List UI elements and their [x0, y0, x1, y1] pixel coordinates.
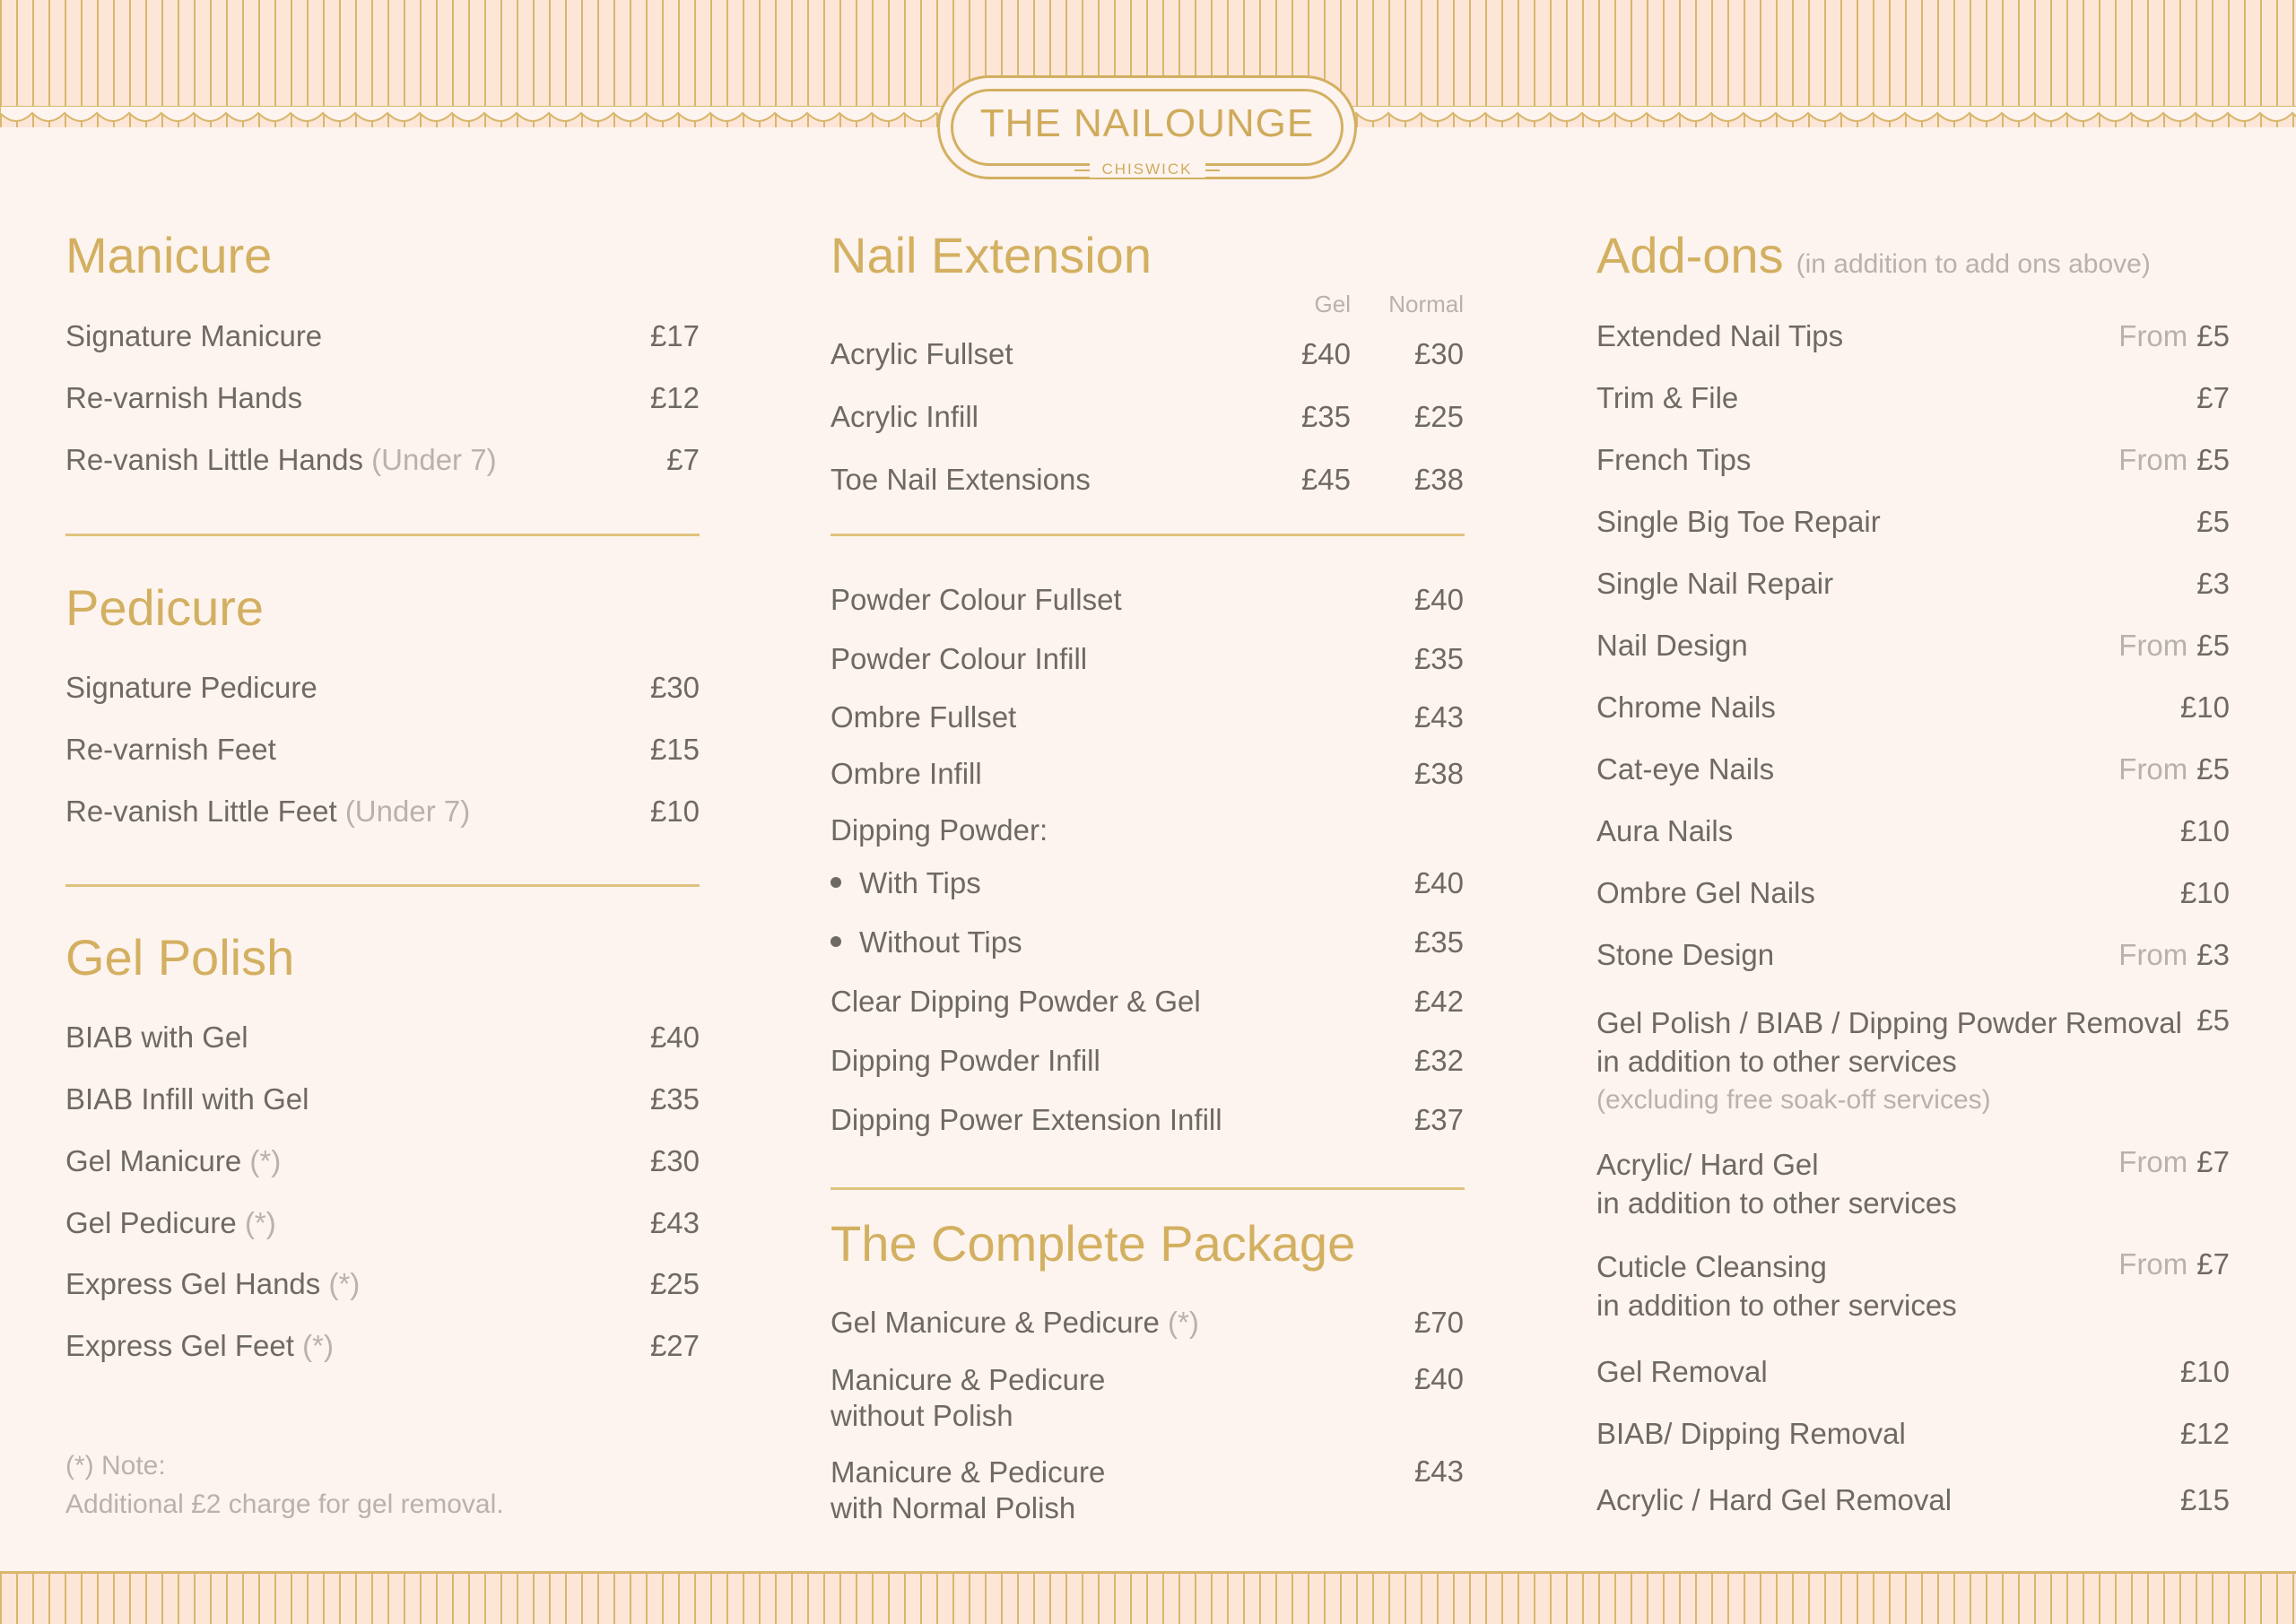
extension-gel-price: £45 — [1300, 463, 1351, 496]
gel-polish-item: Express Gel Feet (*) — [65, 1329, 334, 1362]
footnote-text: Additional £2 charge for gel removal. — [65, 1489, 504, 1519]
dipping-powder-label: Dipping Powder: — [831, 813, 1048, 847]
extension-normal-price: £25 — [1413, 400, 1464, 433]
addon-item: Single Big Toe Repair — [1596, 505, 1881, 538]
extension-item: Acrylic Infill — [831, 400, 979, 433]
brand-logo — [937, 75, 1357, 179]
col-header-normal: Normal — [1388, 291, 1464, 317]
addon-item: French Tips — [1596, 443, 1752, 476]
removal-item: BIAB/ Dipping Removal — [1596, 1417, 1906, 1450]
powder-price: £38 — [1413, 757, 1464, 790]
extension-extra-item: Dipping Powder Infill — [831, 1044, 1100, 1077]
manicure-heading: Manicure — [65, 227, 273, 283]
extension-gel-price: £40 — [1300, 337, 1351, 370]
addon-price: £10 — [2179, 690, 2230, 724]
addon-item: Nail Design — [1596, 629, 1748, 662]
section-divider — [831, 1187, 1465, 1190]
manicure-price: £7 — [666, 443, 700, 476]
addon-price: From £3 — [2118, 938, 2230, 971]
powder-price: £40 — [1413, 583, 1464, 616]
addon-item: Extended Nail Tips — [1596, 319, 1844, 352]
addon-item: Single Nail Repair — [1596, 567, 1834, 600]
powder-price: £35 — [1413, 642, 1464, 675]
gel-polish-price: £30 — [649, 1144, 700, 1177]
gel-polish-price: £35 — [649, 1082, 700, 1116]
powder-item: Powder Colour Fullset — [831, 583, 1122, 616]
addon-price: From £5 — [2118, 443, 2230, 476]
gel-polish-price: £40 — [649, 1020, 700, 1054]
section-divider — [65, 884, 700, 887]
manicure-price: £17 — [649, 319, 700, 352]
powder-item: Ombre Infill — [831, 757, 982, 790]
extension-normal-price: £30 — [1413, 337, 1464, 370]
pedicure-item: Signature Pedicure — [65, 671, 317, 704]
package-price: £70 — [1413, 1306, 1464, 1339]
extension-extra-price: £37 — [1413, 1103, 1464, 1136]
pedicure-heading: Pedicure — [65, 579, 265, 636]
addon-item: Aura Nails — [1596, 814, 1734, 847]
logo-title: THE NAILOUNGE — [979, 101, 1315, 145]
logo-subtitle-text: CHISWICK — [1090, 161, 1205, 178]
pedicure-price: £30 — [649, 671, 700, 704]
dipping-subitem: Without Tips — [831, 925, 1022, 960]
removal-item: Acrylic / Hard Gel Removal — [1596, 1483, 1952, 1516]
addon-price: £7 — [2196, 381, 2230, 414]
gel-polish-item: Express Gel Hands (*) — [65, 1267, 361, 1300]
gel-polish-item: BIAB Infill with Gel — [65, 1082, 309, 1116]
package-item: Gel Manicure & Pedicure (*) — [831, 1306, 1199, 1339]
addon-item: Chrome Nails — [1596, 690, 1776, 724]
addon-price: £10 — [2179, 814, 2230, 847]
removal-addon-item: Gel Polish / BIAB / Dipping Powder Removal in addition to other services (excluding free soak-off services) — [1596, 1006, 2182, 1115]
package-item: Manicure & Pedicure without Polish — [831, 1363, 1106, 1432]
dipping-subitem: With Tips — [831, 866, 981, 900]
bullet-icon — [831, 877, 841, 888]
gel-polish-price: £25 — [649, 1267, 700, 1300]
powder-item: Ombre Fullset — [831, 700, 1017, 734]
addon-item: Stone Design — [1596, 938, 1775, 971]
extension-extra-price: £42 — [1413, 985, 1464, 1018]
extension-item: Acrylic Fullset — [831, 337, 1013, 370]
package-item: Manicure & Pedicure with Normal Polish — [831, 1455, 1106, 1524]
cuticle-cleansing-addon: Cuticle Cleansing in addition to other services — [1596, 1250, 1957, 1322]
removal-item: Gel Removal — [1596, 1355, 1768, 1388]
acrylic-hard-gel-addon: Acrylic/ Hard Gel in addition to other services — [1596, 1148, 1957, 1220]
gel-polish-item: BIAB with Gel — [65, 1020, 248, 1054]
dipping-price: £40 — [1413, 866, 1464, 899]
addons-heading: Add-ons (in addition to add ons above) — [1596, 227, 2151, 283]
addon-price: From £5 — [2118, 752, 2230, 786]
extension-extra-item: Dipping Power Extension Infill — [831, 1103, 1222, 1136]
package-price: £40 — [1413, 1362, 1464, 1395]
gel-polish-price: £43 — [649, 1206, 700, 1239]
addon-item: Cat-eye Nails — [1596, 752, 1775, 786]
addon-price: £3 — [2196, 567, 2230, 600]
extension-extra-price: £32 — [1413, 1044, 1464, 1077]
pedicure-price: £10 — [649, 795, 700, 828]
addon-item: Trim & File — [1596, 381, 1739, 414]
addon-price: From £5 — [2118, 319, 2230, 352]
section-divider — [65, 534, 700, 536]
powder-item: Powder Colour Infill — [831, 642, 1088, 675]
package-heading: The Complete Package — [831, 1215, 1356, 1272]
extension-gel-price: £35 — [1300, 400, 1351, 433]
addon-item: Ombre Gel Nails — [1596, 876, 1815, 909]
manicure-item: Re-vanish Little Hands (Under 7) — [65, 443, 497, 476]
gel-polish-item: Gel Pedicure (*) — [65, 1206, 276, 1239]
manicure-item: Signature Manicure — [65, 319, 323, 352]
gel-polish-item: Gel Manicure (*) — [65, 1144, 282, 1177]
acrylic-hard-gel-price: From £7 — [2118, 1145, 2230, 1178]
powder-price: £43 — [1413, 700, 1464, 734]
removal-price: £12 — [2179, 1417, 2230, 1450]
cuticle-cleansing-price: From £7 — [2118, 1247, 2230, 1281]
gel-polish-heading: Gel Polish — [65, 929, 295, 986]
section-divider — [831, 534, 1465, 536]
logo-subtitle — [940, 161, 1354, 178]
manicure-item: Re-varnish Hands — [65, 381, 303, 414]
gel-polish-price: £27 — [649, 1329, 700, 1362]
bullet-icon — [831, 936, 841, 947]
removal-price: £10 — [2179, 1355, 2230, 1388]
manicure-price: £12 — [649, 381, 700, 414]
bottom-striped-band — [0, 1571, 2296, 1624]
dipping-price: £35 — [1413, 925, 1464, 959]
extension-item: Toe Nail Extensions — [831, 463, 1091, 496]
pedicure-item: Re-vanish Little Feet (Under 7) — [65, 795, 471, 828]
removal-price: £15 — [2179, 1483, 2230, 1516]
addon-price: £10 — [2179, 876, 2230, 909]
pedicure-item: Re-varnish Feet — [65, 733, 276, 766]
extension-normal-price: £38 — [1413, 463, 1464, 496]
addon-price: From £5 — [2118, 629, 2230, 662]
package-price: £43 — [1413, 1455, 1464, 1488]
extension-extra-item: Clear Dipping Powder & Gel — [831, 985, 1201, 1018]
addon-price: £5 — [2196, 505, 2230, 538]
footnote-title: (*) Note: — [65, 1451, 166, 1481]
pedicure-price: £15 — [649, 733, 700, 766]
nail-extension-heading: Nail Extension — [831, 227, 1152, 283]
removal-addon-price: £5 — [2196, 1003, 2230, 1037]
col-header-gel: Gel — [1314, 291, 1351, 317]
